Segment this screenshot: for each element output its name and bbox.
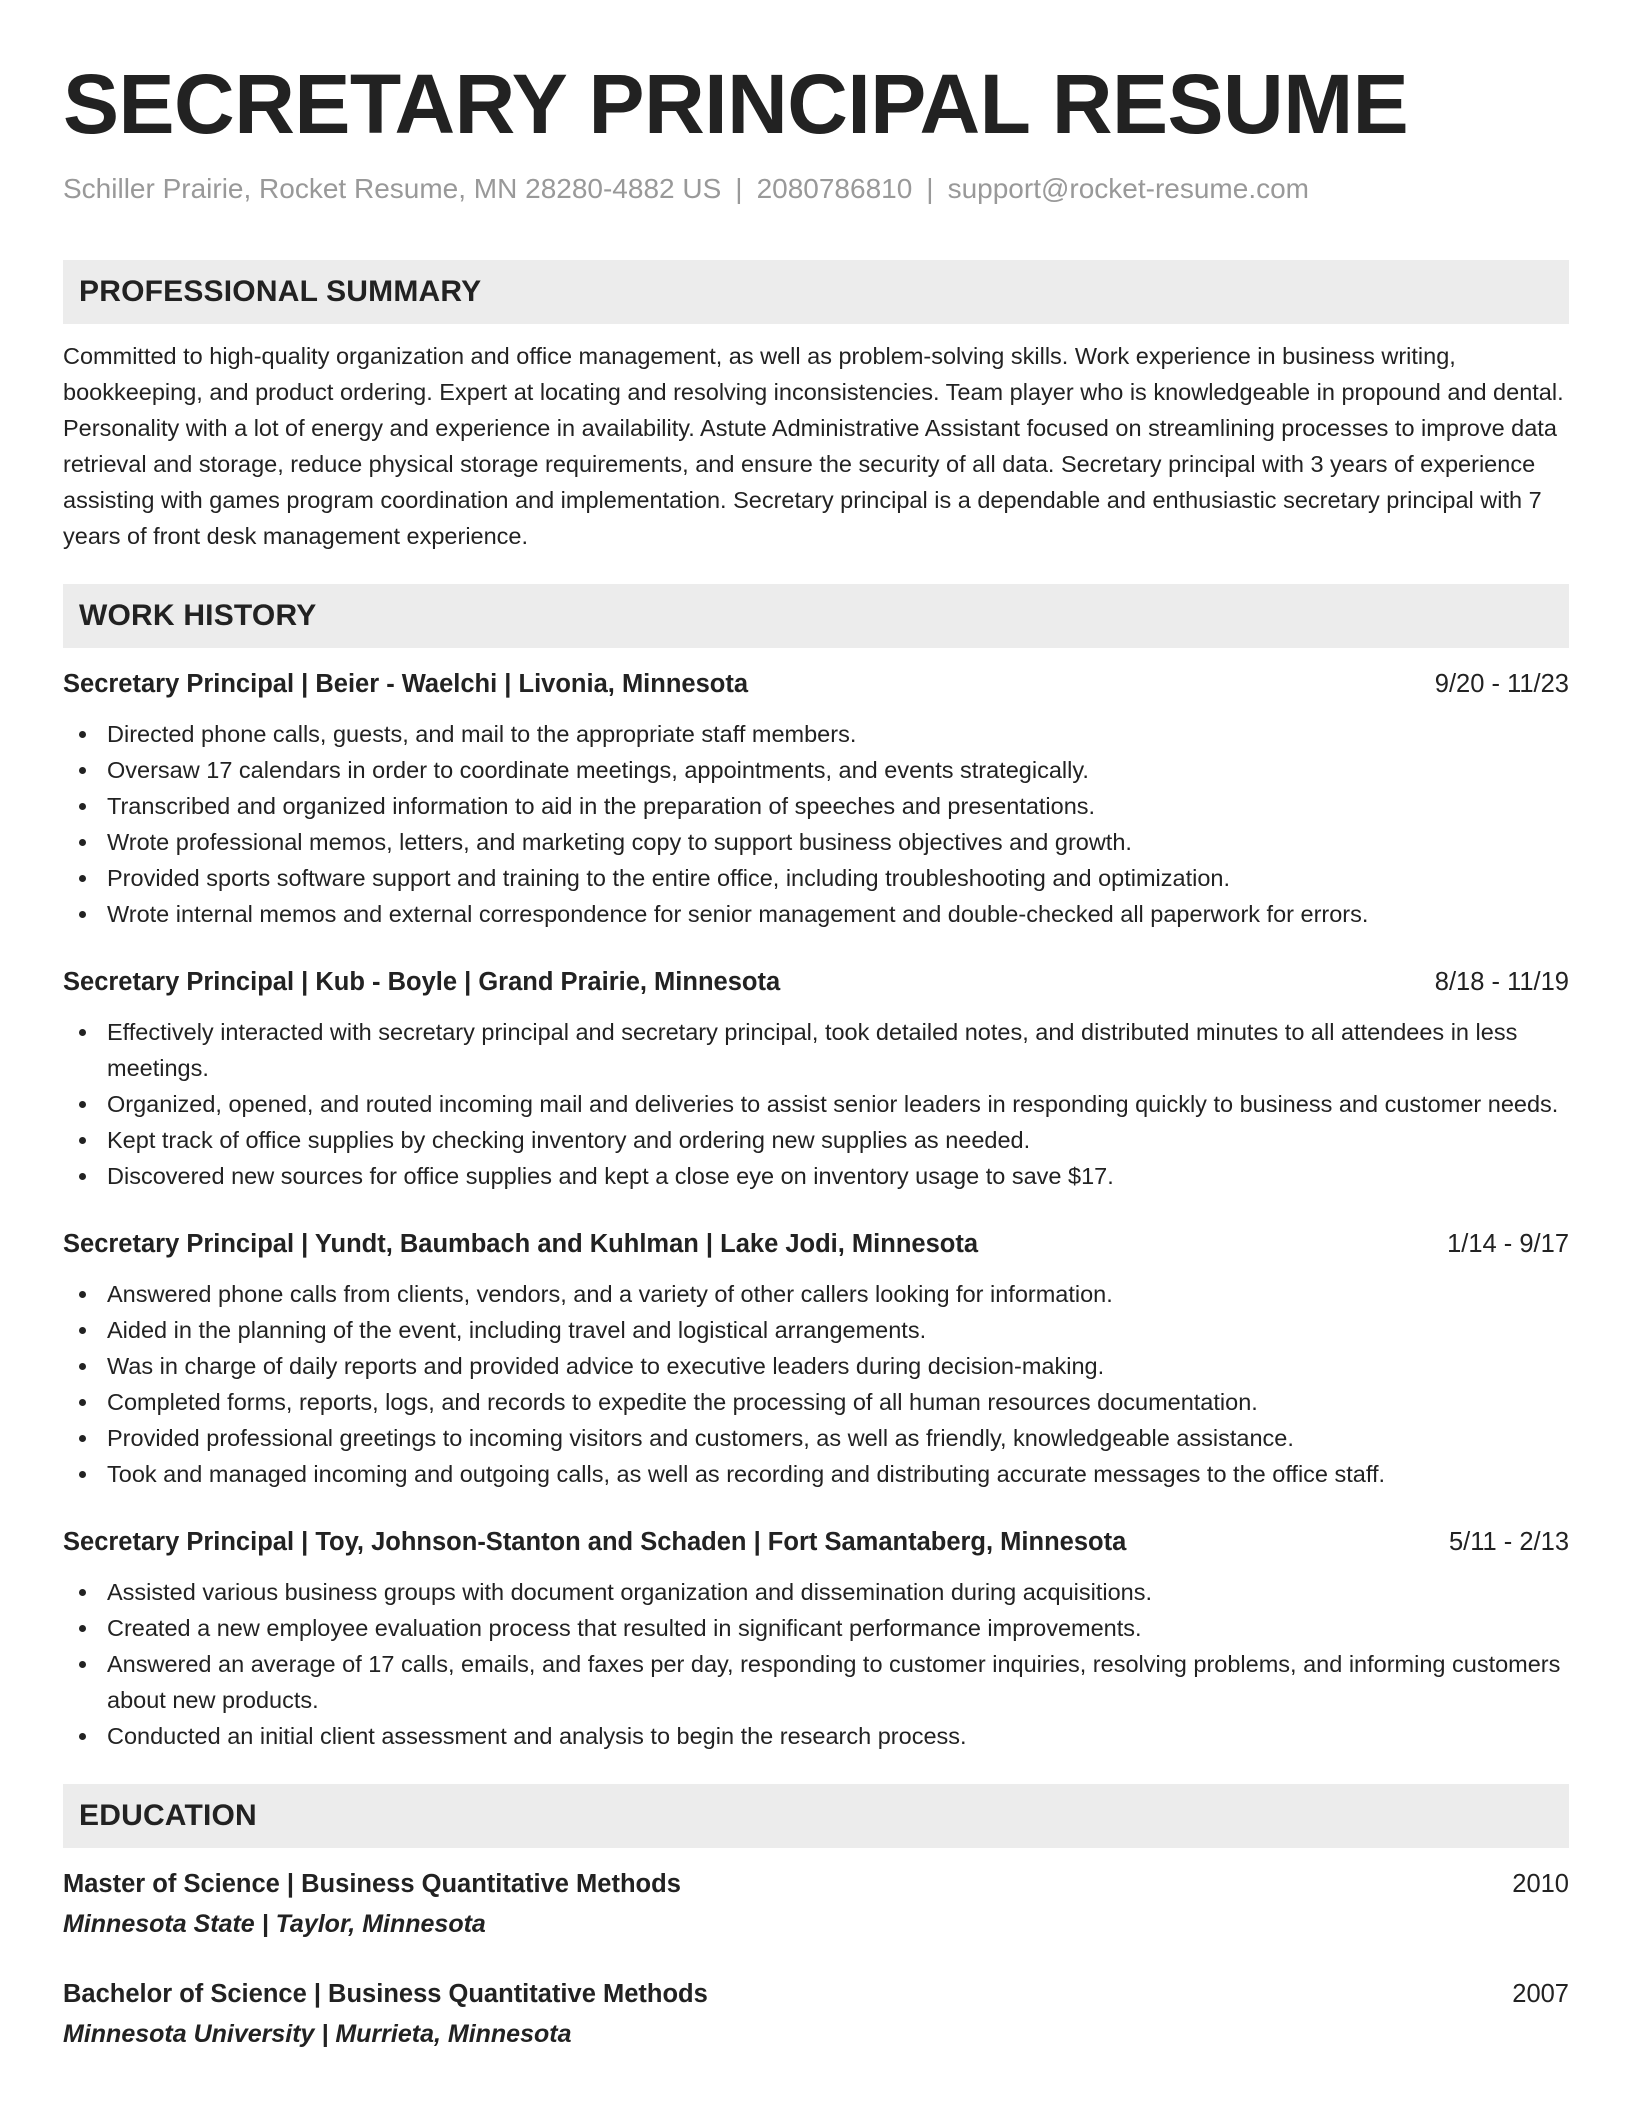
- education-heading: [63, 1866, 1569, 1902]
- job-dates: 1/14 - 9/17: [1447, 1230, 1569, 1258]
- job-bullet: Kept track of office supplies by checking inventory and ordering new supplies as needed.: [63, 1122, 1569, 1158]
- job-bullet: Completed forms, reports, logs, and records to expedite the processing of all human resources documentation.: [63, 1384, 1569, 1420]
- job-title: Secretary Principal | Toy, Johnson-Stanton and Schaden | Fort Samantaberg, Minnesota: [63, 1528, 1127, 1556]
- job-bullet: Wrote professional memos, letters, and marketing copy to support business objectives and growth.: [63, 824, 1569, 860]
- education-school: Minnesota University | Murrieta, Minnesota: [63, 2020, 572, 2048]
- job-title: Secretary Principal | Kub - Boyle | Grand Prairie, Minnesota: [63, 968, 781, 996]
- job-entry: [63, 1226, 1569, 1492]
- job-title: Secretary Principal | Yundt, Baumbach and Kuhlman | Lake Jodi, Minnesota: [63, 1230, 979, 1258]
- job-bullet: Aided in the planning of the event, including travel and logistical arrangements.: [63, 1312, 1569, 1348]
- job-bullet: Answered an average of 17 calls, emails, and faxes per day, responding to customer inquiries, resolving problems, and informing customers about new products.: [63, 1646, 1569, 1718]
- job-heading: [63, 1226, 1569, 1262]
- contact-separator: |: [926, 173, 934, 204]
- education-degree: Master of Science | Business Quantitative Methods: [63, 1870, 681, 1898]
- job-bullet: Effectively interacted with secretary principal and secretary principal, took detailed notes, and distributed minutes to all attendees in less meetings.: [63, 1014, 1569, 1086]
- job-bullet: Created a new employee evaluation process that resulted in significant performance improvements.: [63, 1610, 1569, 1646]
- job-dates: 9/20 - 11/23: [1434, 670, 1569, 698]
- job-bullet: Provided professional greetings to incoming visitors and customers, as well as friendly, knowledgeable assistance.: [63, 1420, 1569, 1456]
- job-title: Secretary Principal | Beier - Waelchi | Livonia, Minnesota: [63, 670, 749, 698]
- education-entry: [63, 1976, 1569, 2052]
- job-bullet: Discovered new sources for office supplies and kept a close eye on inventory usage to save $17.: [63, 1158, 1569, 1194]
- section-header-summary: PROFESSIONAL SUMMARY: [63, 260, 1569, 324]
- resume-title: SECRETARY PRINCIPAL RESUME: [63, 57, 1409, 151]
- contact-line: [63, 172, 1569, 206]
- job-dates: 5/11 - 2/13: [1448, 1528, 1569, 1556]
- education-year: 2010: [1512, 1870, 1569, 1898]
- section-header-work-history: WORK HISTORY: [63, 584, 1569, 648]
- job-bullets: [63, 1014, 1569, 1194]
- contact-phone: 2080786810: [756, 173, 913, 204]
- job-bullet: Oversaw 17 calendars in order to coordinate meetings, appointments, and events strategically.: [63, 752, 1569, 788]
- job-dates: 8/18 - 11/19: [1434, 968, 1569, 996]
- contact-separator: |: [735, 173, 743, 204]
- job-bullet: Took and managed incoming and outgoing calls, as well as recording and distributing accurate messages to the office staff.: [63, 1456, 1569, 1492]
- job-bullets: [63, 1276, 1569, 1492]
- education-entry: [63, 1866, 1569, 1942]
- job-entry: [63, 666, 1569, 932]
- job-bullet: Transcribed and organized information to aid in the preparation of speeches and presentations.: [63, 788, 1569, 824]
- contact-email: support@rocket-resume.com: [947, 173, 1310, 204]
- education-heading: [63, 1976, 1569, 2012]
- job-bullet: Was in charge of daily reports and provided advice to executive leaders during decision-making.: [63, 1348, 1569, 1384]
- summary-text: Committed to high-quality organization and office management, as well as problem-solving skills. Work experience in business writing, bookkeeping, and product ordering. Expert at locating and resolving inconsistencies. Team player who is knowledgeable in propound and dental. Personality with a lot of energy and experience in availability. Astute Administrative Assistant focused on streamlining processes to improve data retrieval and storage, reduce physical storage requirements, and ensure the security of all data. Secretary principal with 3 years of experience assisting with games program coordination and implementation. Secretary principal is a dependable and enthusiastic secretary principal with 7 years of front desk management experience.: [63, 343, 1564, 549]
- job-bullet: Provided sports software support and training to the entire office, including troubleshooting and optimization.: [63, 860, 1569, 896]
- education-year: 2007: [1512, 1980, 1569, 2008]
- contact-address: Schiller Prairie, Rocket Resume, MN 28280-4882 US: [63, 173, 722, 204]
- job-bullets: [63, 716, 1569, 932]
- job-bullets: [63, 1574, 1569, 1754]
- job-entry: [63, 964, 1569, 1194]
- job-bullet: Conducted an initial client assessment and analysis to begin the research process.: [63, 1718, 1569, 1754]
- job-bullet: Answered phone calls from clients, vendors, and a variety of other callers looking for information.: [63, 1276, 1569, 1312]
- job-heading: [63, 1524, 1569, 1560]
- education-school: Minnesota State | Taylor, Minnesota: [63, 1910, 486, 1938]
- job-bullet: Assisted various business groups with document organization and dissemination during acquisitions.: [63, 1574, 1569, 1610]
- job-heading: [63, 964, 1569, 1000]
- job-entry: [63, 1524, 1569, 1754]
- job-bullet: Directed phone calls, guests, and mail to the appropriate staff members.: [63, 716, 1569, 752]
- job-bullet: Organized, opened, and routed incoming mail and deliveries to assist senior leaders in responding quickly to business and customer needs.: [63, 1086, 1569, 1122]
- section-header-education: EDUCATION: [63, 1784, 1569, 1848]
- job-bullet: Wrote internal memos and external correspondence for senior management and double-checked all paperwork for errors.: [63, 896, 1569, 932]
- education-degree: Bachelor of Science | Business Quantitative Methods: [63, 1980, 708, 2008]
- job-heading: [63, 666, 1569, 702]
